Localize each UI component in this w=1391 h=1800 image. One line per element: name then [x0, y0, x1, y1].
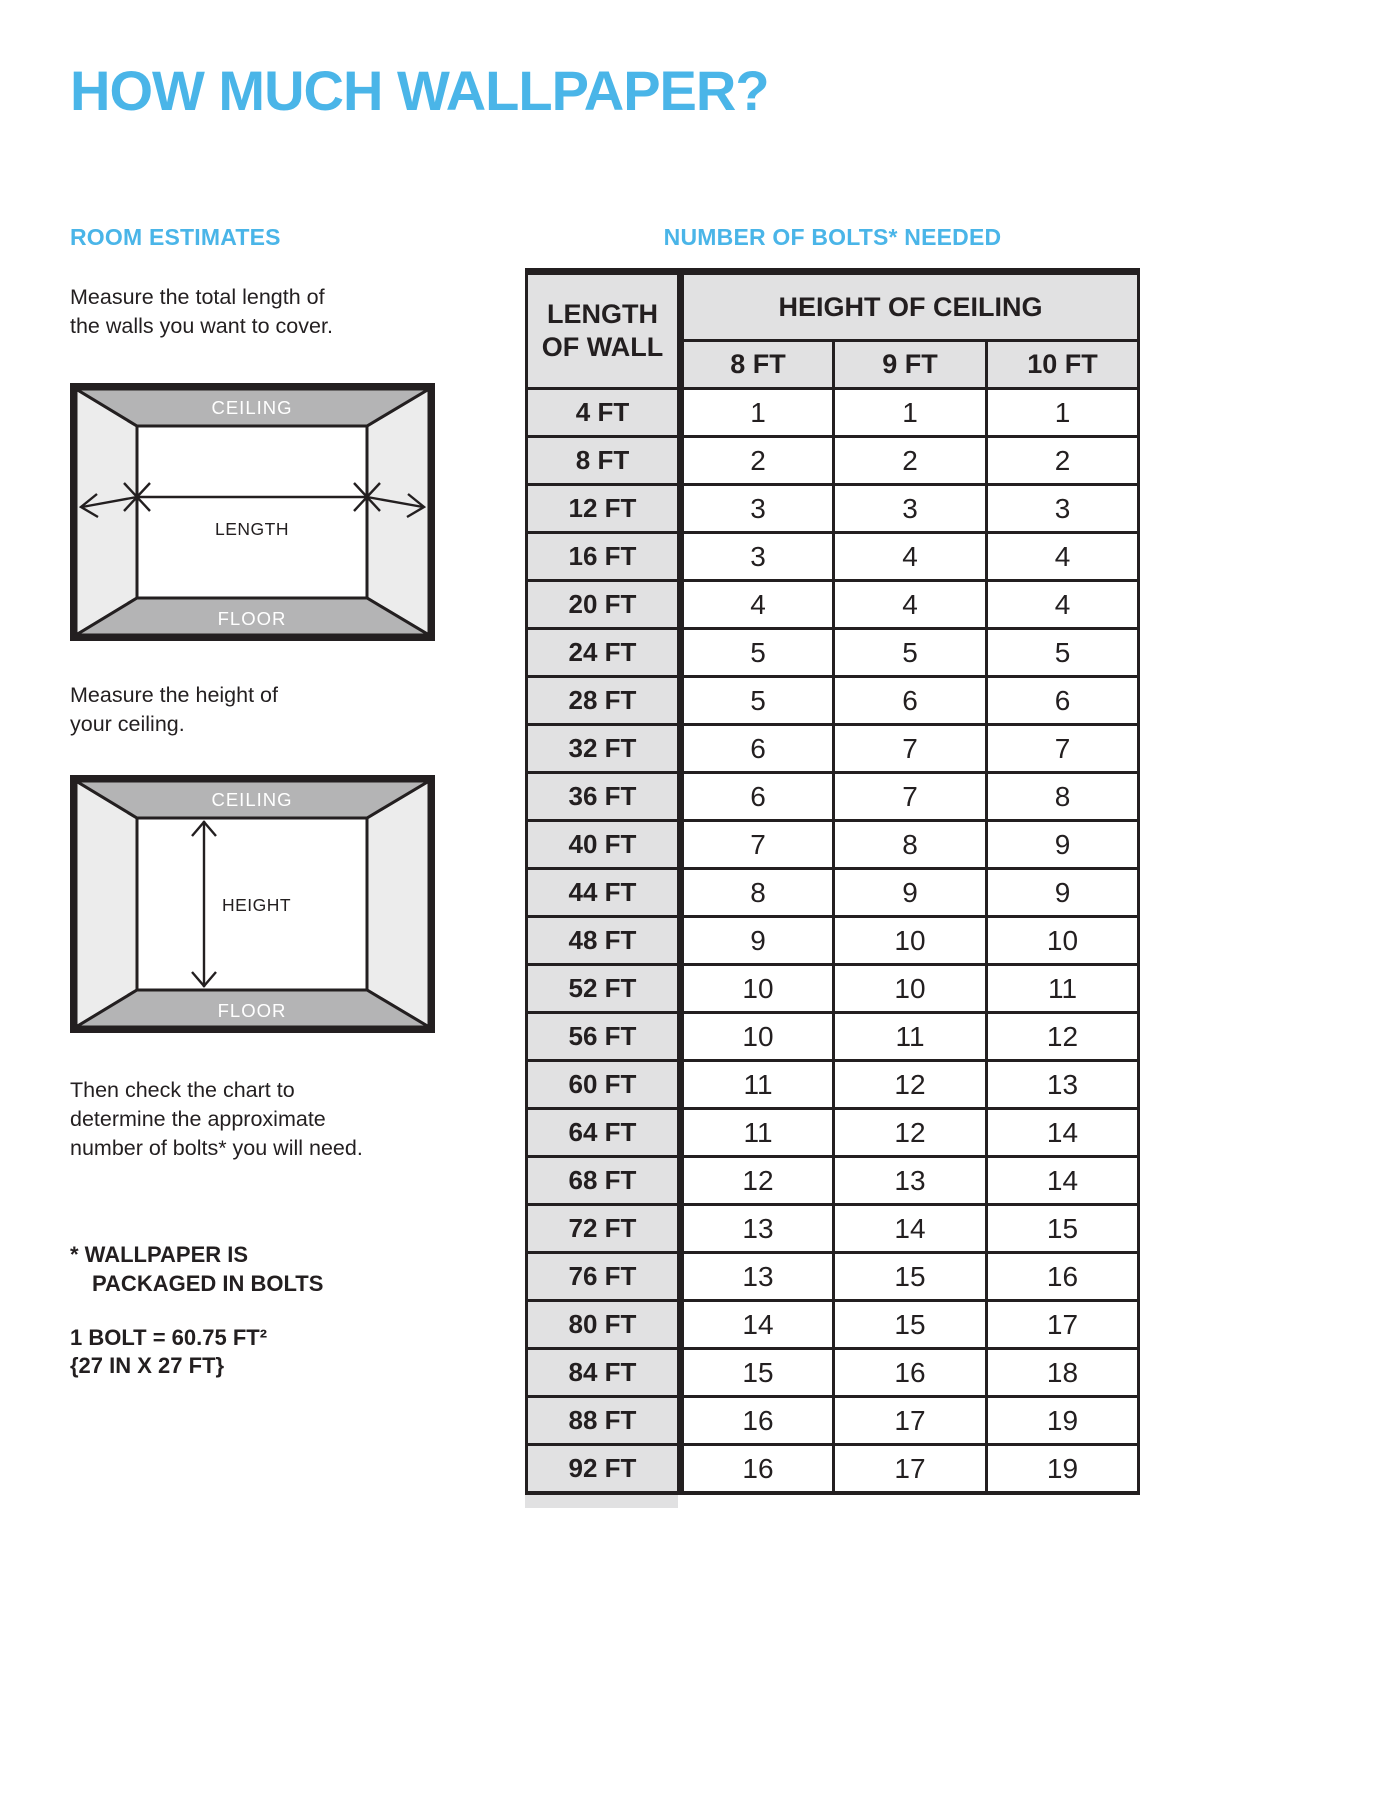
bolt-count-cell: 3 [681, 485, 834, 533]
length-of-wall-line1: LENGTH [547, 299, 658, 329]
step1-line1: Measure the total length of [70, 285, 325, 309]
footnote-line2: PACKAGED IN BOLTS [92, 1271, 324, 1296]
table-row [527, 965, 1139, 1013]
wall-length-cell: 24 FT [527, 629, 681, 677]
height-label: HEIGHT [222, 895, 292, 915]
floor-label: FLOOR [217, 1000, 287, 1021]
wall-length-cell: 56 FT [527, 1013, 681, 1061]
wall-length-cell: 16 FT [527, 533, 681, 581]
bolt-count-cell: 11 [681, 1109, 834, 1157]
wall-length-cell: 64 FT [527, 1109, 681, 1157]
bolt-count-cell: 9 [987, 869, 1139, 917]
table-row [527, 1349, 1139, 1397]
bolt-count-cell: 3 [681, 533, 834, 581]
table-row [527, 1253, 1139, 1301]
bolt-count-cell: 12 [834, 1109, 987, 1157]
bolt-count-cell: 13 [834, 1157, 987, 1205]
wall-length-cell: 72 FT [527, 1205, 681, 1253]
bolt-count-cell: 16 [834, 1349, 987, 1397]
bolt-count-cell: 12 [987, 1013, 1139, 1061]
bolt-count-cell: 5 [834, 629, 987, 677]
bolt-count-cell: 15 [681, 1349, 834, 1397]
wall-length-cell: 52 FT [527, 965, 681, 1013]
bolt-count-cell: 14 [987, 1157, 1139, 1205]
ceiling-label: CEILING [211, 397, 293, 418]
wall-length-cell: 20 FT [527, 581, 681, 629]
table-row [527, 1013, 1139, 1061]
wall-length-cell: 32 FT [527, 725, 681, 773]
bolt-count-cell: 6 [987, 677, 1139, 725]
length-of-wall-line2: OF WALL [541, 332, 664, 362]
bolt-count-cell: 11 [681, 1061, 834, 1109]
left-wall [76, 389, 137, 635]
bolt-count-cell: 2 [987, 437, 1139, 485]
bolt-count-cell: 7 [987, 725, 1139, 773]
bolt-count-cell: 19 [987, 1445, 1139, 1494]
bolt-count-cell: 16 [681, 1445, 834, 1494]
table-group-header-row [527, 272, 1139, 341]
table-row [527, 725, 1139, 773]
left-wall [76, 781, 137, 1027]
wall-length-cell: 28 FT [527, 677, 681, 725]
bolt-count-cell: 7 [834, 725, 987, 773]
bolt-count-cell: 5 [681, 629, 834, 677]
table-row [527, 485, 1139, 533]
bolts-needed-heading: NUMBER OF BOLTS* NEEDED [663, 224, 1002, 250]
bolt-count-cell: 4 [681, 581, 834, 629]
ceiling-height-header: 8 FT [681, 341, 834, 389]
bolt-count-cell: 15 [987, 1205, 1139, 1253]
table-row [527, 1301, 1139, 1349]
bolt-count-cell: 17 [834, 1445, 987, 1494]
bolt-count-cell: 2 [834, 437, 987, 485]
length-diagram [70, 383, 435, 641]
step3-line3: number of bolts* you will need. [70, 1136, 363, 1160]
bolt-count-cell: 13 [987, 1061, 1139, 1109]
table-row [527, 1109, 1139, 1157]
table-row [527, 581, 1139, 629]
step2-line1: Measure the height of [70, 683, 278, 707]
table-row [527, 1205, 1139, 1253]
bolt-count-cell: 4 [834, 533, 987, 581]
bolt-count-cell: 15 [834, 1253, 987, 1301]
bolt-count-cell: 11 [987, 965, 1139, 1013]
bolt-count-cell: 13 [681, 1253, 834, 1301]
step3-line1: Then check the chart to [70, 1078, 295, 1102]
table-row [527, 1397, 1139, 1445]
ceiling-label: CEILING [211, 789, 293, 810]
step3-instructions [70, 1076, 363, 1163]
floor-label: FLOOR [217, 608, 287, 629]
table-row [527, 1061, 1139, 1109]
bolt-count-cell: 1 [987, 389, 1139, 437]
step1-instructions [70, 283, 333, 341]
bolt-count-cell: 6 [834, 677, 987, 725]
wall-length-cell: 60 FT [527, 1061, 681, 1109]
bolt-count-cell: 4 [834, 581, 987, 629]
bolt-count-cell: 9 [681, 917, 834, 965]
bolt-count-cell: 6 [681, 725, 834, 773]
step3-line2: determine the approximate [70, 1107, 326, 1131]
bolt-count-cell: 1 [834, 389, 987, 437]
bolt-count-cell: 16 [987, 1253, 1139, 1301]
bolts-needed-table [525, 268, 1140, 1495]
table-row [527, 437, 1139, 485]
page-title: HOW MUCH WALLPAPER? [70, 59, 769, 122]
wall-length-cell: 80 FT [527, 1301, 681, 1349]
table-row [527, 389, 1139, 437]
wall-length-cell: 68 FT [527, 1157, 681, 1205]
right-wall [367, 389, 429, 635]
table-row [527, 533, 1139, 581]
wall-length-cell: 48 FT [527, 917, 681, 965]
bolt-count-cell: 8 [681, 869, 834, 917]
bolt-count-cell: 17 [987, 1301, 1139, 1349]
table-row [527, 917, 1139, 965]
wall-length-cell: 36 FT [527, 773, 681, 821]
bolt-count-cell: 8 [987, 773, 1139, 821]
bolt-count-cell: 4 [987, 581, 1139, 629]
bolt-count-cell: 18 [987, 1349, 1139, 1397]
bolts-footnote [70, 1240, 323, 1298]
bolt-count-cell: 12 [834, 1061, 987, 1109]
wall-length-cell: 8 FT [527, 437, 681, 485]
table-row [527, 1445, 1139, 1494]
step2-line2: your ceiling. [70, 712, 185, 736]
bolt-count-cell: 10 [834, 917, 987, 965]
bolt-count-cell: 10 [681, 1013, 834, 1061]
bolt-count-cell: 7 [681, 821, 834, 869]
bolt-count-cell: 11 [834, 1013, 987, 1061]
bolt-count-cell: 4 [987, 533, 1139, 581]
ceiling-height-header: 10 FT [987, 341, 1139, 389]
bolt-count-cell: 13 [681, 1205, 834, 1253]
bolt-count-cell: 7 [834, 773, 987, 821]
bolt-count-cell: 17 [834, 1397, 987, 1445]
bolt-count-cell: 3 [834, 485, 987, 533]
bolt-count-cell: 8 [834, 821, 987, 869]
bolt-count-cell: 5 [681, 677, 834, 725]
height-of-ceiling-header: HEIGHT OF CEILING [681, 272, 1139, 341]
bolt-count-cell: 5 [987, 629, 1139, 677]
bolt-count-cell: 19 [987, 1397, 1139, 1445]
table-left-column-stub [525, 1495, 678, 1508]
table-row [527, 677, 1139, 725]
wall-length-cell: 88 FT [527, 1397, 681, 1445]
wall-length-cell: 4 FT [527, 389, 681, 437]
step1-line2: the walls you want to cover. [70, 314, 333, 338]
wall-length-cell: 44 FT [527, 869, 681, 917]
wall-length-cell: 92 FT [527, 1445, 681, 1494]
bolt-info-line1: 1 BOLT = 60.75 FT² [70, 1325, 268, 1350]
room-estimates-heading: ROOM ESTIMATES [70, 224, 281, 250]
length-label: LENGTH [215, 519, 289, 539]
bolt-count-cell: 9 [987, 821, 1139, 869]
wall-length-cell: 12 FT [527, 485, 681, 533]
bolt-count-cell: 10 [834, 965, 987, 1013]
bolt-info-line2: {27 IN X 27 FT} [70, 1353, 225, 1378]
bolt-count-cell: 12 [681, 1157, 834, 1205]
table-row [527, 773, 1139, 821]
bolt-count-cell: 15 [834, 1301, 987, 1349]
footnote-line1: * WALLPAPER IS [70, 1242, 249, 1267]
step2-instructions [70, 681, 278, 739]
table-row [527, 821, 1139, 869]
ceiling-height-header: 9 FT [834, 341, 987, 389]
bolt-count-cell: 6 [681, 773, 834, 821]
length-of-wall-header [527, 272, 681, 389]
bolt-count-cell: 10 [987, 917, 1139, 965]
bolt-count-cell: 14 [681, 1301, 834, 1349]
bolt-count-cell: 14 [834, 1205, 987, 1253]
bolt-count-cell: 16 [681, 1397, 834, 1445]
table-row [527, 1157, 1139, 1205]
height-diagram [70, 775, 435, 1033]
wall-length-cell: 84 FT [527, 1349, 681, 1397]
bolt-count-cell: 10 [681, 965, 834, 1013]
bolt-size-info [70, 1324, 267, 1380]
bolt-count-cell: 3 [987, 485, 1139, 533]
bolt-count-cell: 9 [834, 869, 987, 917]
table-row [527, 629, 1139, 677]
bolt-count-cell: 1 [681, 389, 834, 437]
right-wall [367, 781, 429, 1027]
wall-length-cell: 76 FT [527, 1253, 681, 1301]
bolt-count-cell: 2 [681, 437, 834, 485]
bolt-count-cell: 14 [987, 1109, 1139, 1157]
wall-length-cell: 40 FT [527, 821, 681, 869]
table-row [527, 869, 1139, 917]
